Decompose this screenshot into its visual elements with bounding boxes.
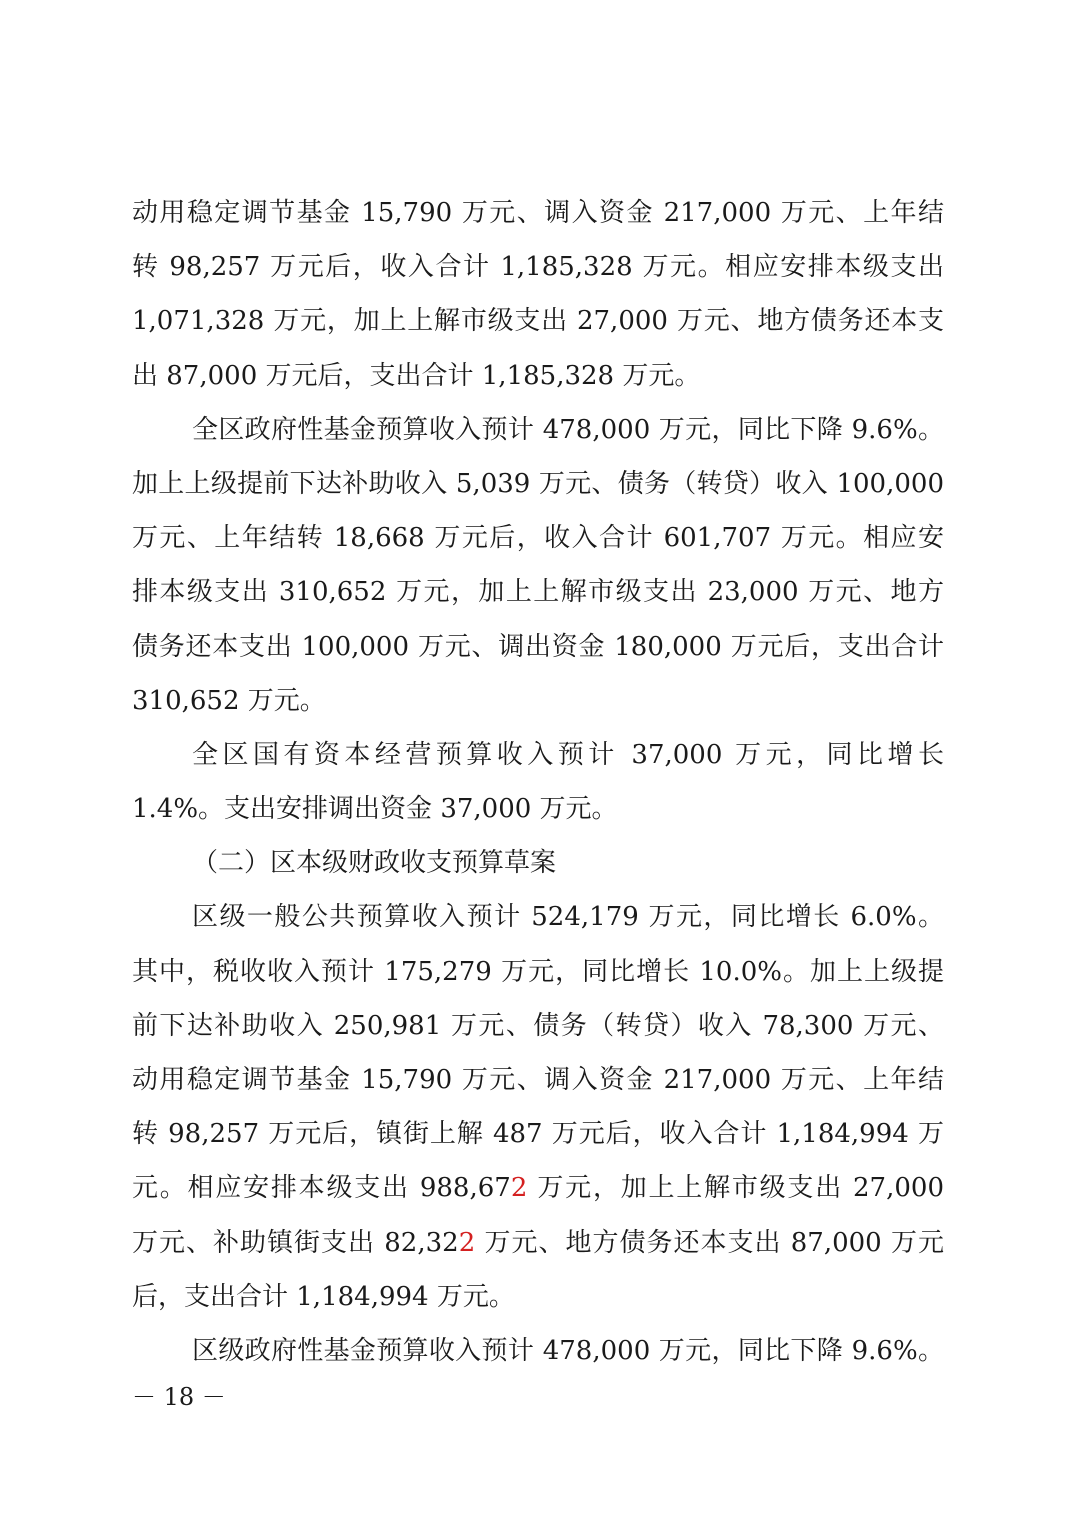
text-segment: 万元、补助镇街支出 82,32 bbox=[132, 1227, 459, 1258]
text-line: 转 98,257 万元后，镇街上解 487 万元后，收入合计 1,184,994 万 bbox=[132, 1119, 944, 1150]
text-line: 前下达补助收入 250,981 万元、债务（转贷）收入 78,300 万元、 bbox=[132, 1010, 944, 1041]
text-line: 万元、上年结转 18,668 万元后，收入合计 601,707 万元。相应安 bbox=[132, 523, 944, 554]
text-line: 排本级支出 310,652 万元，加上上解市级支出 23,000 万元、地方 bbox=[132, 577, 944, 608]
text-line: 加上上级提前下达补助收入 5,039 万元、债务（转贷）收入 100,000 bbox=[132, 468, 944, 499]
text-line-with-correction bbox=[132, 1161, 944, 1215]
text-line: 出 87,000 万元后，支出合计 1,185,328 万元。 bbox=[132, 360, 701, 391]
text-line: 310,652 万元。 bbox=[132, 685, 326, 716]
text-line: 动用稳定调节基金 15,790 万元、调入资金 217,000 万元、上年结 bbox=[132, 198, 944, 228]
text-segment: 元。相应安排本级支出 988,67 bbox=[132, 1173, 511, 1204]
text-line: 其中，税收收入预计 175,279 万元，同比增长 10.0%。加上上级提 bbox=[132, 956, 944, 987]
red-corrected-digit: 2 bbox=[510, 1173, 528, 1204]
text-line: 转 98,257 万元后，收入合计 1,185,328 万元。相应安排本级支出 bbox=[132, 252, 944, 283]
paragraph-start-line: 区级一般公共预算收入预计 524,179 万元，同比增长 6.0%。 bbox=[192, 902, 944, 933]
paragraph-start-line: 区级政府性基金预算收入预计 478,000 万元，同比下降 9.6%。 bbox=[192, 1335, 944, 1366]
document-body bbox=[132, 186, 944, 1378]
text-line: 债务还本支出 100,000 万元、调出资金 180,000 万元后，支出合计 bbox=[132, 631, 944, 662]
paragraph-start-line: 全区政府性基金预算收入预计 478,000 万元，同比下降 9.6%。 bbox=[192, 414, 944, 445]
text-line-with-correction bbox=[132, 1216, 944, 1270]
section-heading: （二）区本级财政收支预算草案 bbox=[192, 848, 557, 879]
text-segment: 万元，加上上解市级支出 27,000 bbox=[527, 1173, 944, 1204]
red-corrected-digit: 2 bbox=[458, 1227, 476, 1258]
page-number: － 18 － bbox=[132, 1383, 226, 1411]
text-line: 1.4%。支出安排调出资金 37,000 万元。 bbox=[132, 794, 618, 825]
text-line: 后，支出合计 1,184,994 万元。 bbox=[132, 1281, 515, 1312]
text-line: 1,071,328 万元，加上上解市级支出 27,000 万元、地方债务还本支 bbox=[132, 306, 944, 337]
paragraph-start-line: 全区国有资本经营预算收入预计 37,000 万元，同比增长 bbox=[192, 739, 944, 770]
text-segment: 万元、地方债务还本支出 87,000 万元 bbox=[475, 1227, 944, 1258]
text-line: 动用稳定调节基金 15,790 万元、调入资金 217,000 万元、上年结 bbox=[132, 1065, 944, 1095]
